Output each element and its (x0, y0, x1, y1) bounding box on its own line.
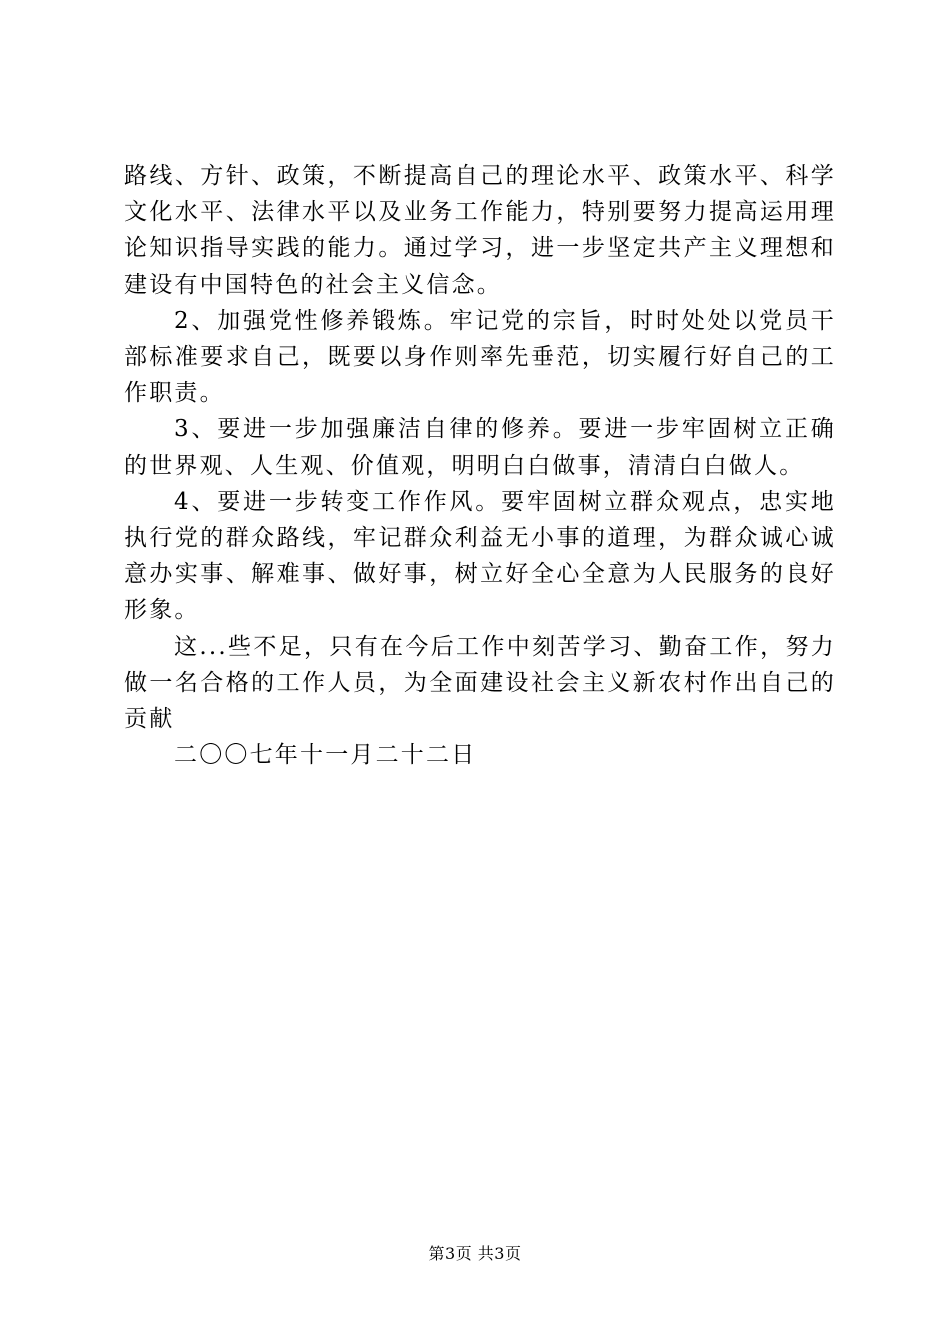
document-date: 二〇〇七年十一月二十二日 (174, 742, 477, 769)
page-number-footer: 第3页 共3页 (428, 1244, 522, 1263)
paragraph-closing: 这...些不足，只有在今后工作中刻苦学习、勤奋工作，努力做一名合格的工作人员，为全面建设社会主义新农村作出自己的贡献 (124, 633, 836, 733)
paragraph-item-3: 3、要进一步加强廉洁自律的修养。要进一步牢固树立正确的世界观、人生观、价值观，明明白白做事，清清白白做人。 (124, 416, 836, 479)
paragraph-continuation: 路线、方针、政策，不断提高自己的理论水平、政策水平、科学文化水平、法律水平以及业务工作能力，特别要努力提高运用理论知识指导实践的能力。通过学习，进一步坚定共产主义理想和建设有中国特色的社会主义信念。 (124, 163, 836, 298)
document-body (124, 158, 836, 773)
paragraph-item-2: 2、加强党性修养锻炼。牢记党的宗旨，时时处处以党员干部标准要求自己，既要以身作则率先垂范，切实履行好自己的工作职责。 (124, 307, 836, 407)
paragraph-item-4: 4、要进一步转变工作作风。要牢固树立群众观点，忠实地执行党的群众路线，牢记群众利益无小事的道理，为群众诚心诚意办实事、解难事、做好事，树立好全心全意为人民服务的良好形象。 (124, 488, 836, 624)
